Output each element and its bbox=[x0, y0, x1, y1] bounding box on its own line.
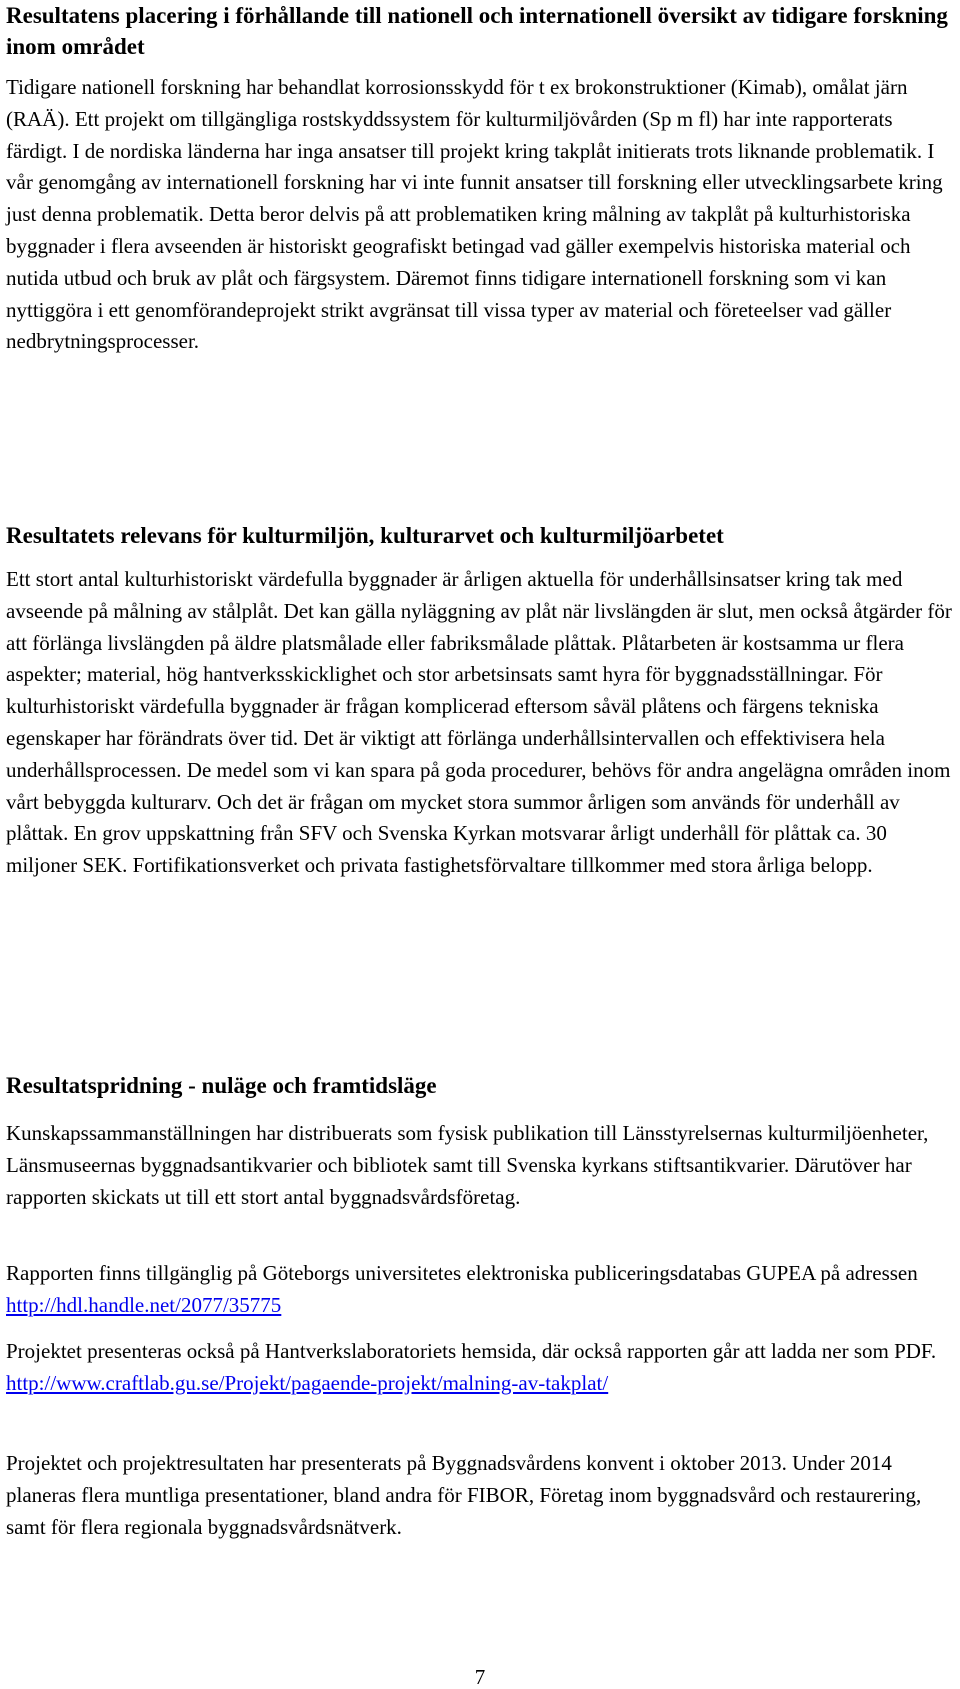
section-heading-dissemination: Resultatspridning - nuläge och framtidsläge bbox=[6, 1073, 437, 1098]
section-heading-relevance: Resultatets relevans för kulturmiljön, kulturarvet och kulturmiljöarbetet bbox=[6, 523, 724, 548]
section-body-placement: Tidigare nationell forskning har behandlat korrosionsskydd för t ex brokonstruktioner (Kimab), omålat järn (RAÄ). Ett projekt om tillgängliga rostskyddssystem för kulturmiljövården (Sp m fl) har inte rapporterats färdigt. I de nordiska länderna har inga ansatser till projekt kring takplåt initierats trots liknande problematik. I vår genomgång av internationell forskning har vi inte funnit ansatser till forskning eller utvecklingsarbete kring just denna problematik. Detta beror delvis på att problematiken kring målning av takplåt på kulturhistoriska byggnader i flera avseenden är historiskt geografiskt betingad vad gäller exempelvis historiska material och nutida utbud och bruk av plåt och färgsystem. Däremot finns tidigare internationell forskning som vi kan nyttiggöra i ett genomförandeprojekt strikt avgränsat till vissa typer av material och företeelser vad gäller nedbrytningsprocesser. bbox=[6, 75, 943, 354]
dissemination-paragraph-craftlab bbox=[6, 1336, 954, 1400]
section-body-relevance: Ett stort antal kulturhistoriskt värdefulla byggnader är årligen aktuella för underhållsinsatser kring tak med avseende på målning av stålplåt. Det kan gälla nyläggning av plåt när livslängden är slut, men också åtgärder för att förlänga livslängden på äldre platsmålade eller fabriksmålade plåttak. Plåtarbeten är kostsamma ur flera aspekter; material, hög hantverksskicklighet och stor arbetsinsats samt hyra för byggnadsställningar. För kulturhistoriskt värdefulla byggnader är frågan komplicerad eftersom såväl plåtens och färgens tekniska egenskaper har förändrats över tid. Det är viktigt att förlänga underhållsintervallen och effektivisera hela underhållsprocessen. De medel som vi kan spara på goda procedurer, behövs för andra angelägna områden inom vårt bebyggda kulturarv. Och det är frågan om mycket stora summor årligen som används för underhåll av plåttak. En grov uppskattning från SFV och Svenska Kyrkan motsvarar årligt underhåll för plåttak ca. 30 miljoner SEK. Fortifikationsverket och privata fastighetsförvaltare tillkommer med stora årliga belopp. bbox=[6, 567, 952, 878]
gupea-link[interactable]: http://hdl.handle.net/2077/35775 bbox=[6, 1292, 282, 1317]
craftlab-text: Projektet presenteras också på Hantverkslaboratoriets hemsida, där också rapporten går att ladda ner som PDF. bbox=[6, 1339, 937, 1363]
gupea-text: Rapporten finns tillgänglig på Göteborgs universitetes elektroniska publiceringsdatabas GUPEA på adressen bbox=[6, 1261, 918, 1285]
section-heading-placement: Resultatens placering i förhållande till nationell och internationell översikt av tidigare forskning inom området bbox=[6, 3, 948, 59]
craftlab-link[interactable]: http://www.craftlab.gu.se/Projekt/pagaende-projekt/malning-av-takplat/ bbox=[6, 1370, 609, 1395]
dissemination-paragraph-presentations: Projektet och projektresultaten har presenterats på Byggnadsvårdens konvent i oktober 2013. Under 2014 planeras flera muntliga presentationer, bland andra för FIBOR, Företag inom byggnadsvård och restaurering, samt för flera regionala byggnadsvårdsnätverk. bbox=[6, 1451, 922, 1539]
dissemination-paragraph-distribution: Kunskapssammanställningen har distribuerats som fysisk publikation till Länsstyrelsernas kulturmiljöenheter, Länsmuseernas byggnadsantikvarier och bibliotek samt till Svenska kyrkans stiftsantikvarier. Därutöver har rapporten skickats ut till ett stort antal byggnadsvårdsföretag. bbox=[6, 1121, 929, 1209]
dissemination-paragraph-gupea bbox=[6, 1258, 954, 1322]
page-number: 7 bbox=[474, 1665, 486, 1689]
